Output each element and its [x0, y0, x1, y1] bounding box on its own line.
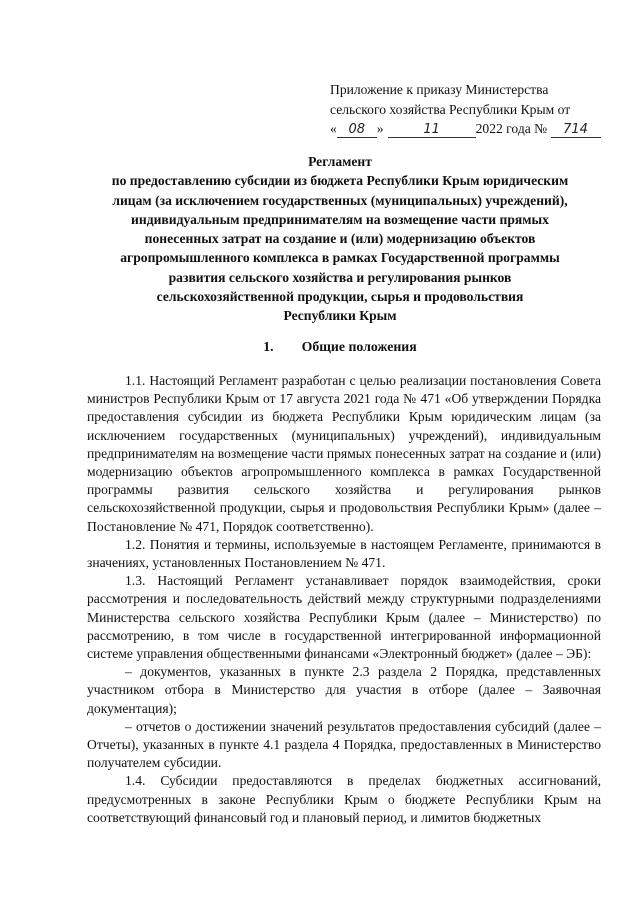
- document-body: [87, 372, 601, 827]
- title-line-4: индивидуальным предпринимателям на возмещение части прямых: [131, 211, 549, 227]
- appendix-line-2: сельского хозяйства Республики Крым от: [330, 101, 571, 117]
- title-line-7: развития сельского хозяйства и регулирования рынков: [168, 269, 512, 285]
- document-title: [60, 152, 620, 326]
- paragraph-1-4: 1.4. Субсидии предоставляются в пределах бюджетных ассигнований, предусмотренных в законе Республики Крым о бюджете Республики Крым на соответствующий финансовый год и плановый период, и лимитов бюджетных: [87, 773, 601, 825]
- close-quote: »: [376, 121, 384, 136]
- title-line-6: агропромышленного комплекса в рамках Государственной программы: [120, 250, 560, 266]
- appendix-header: [330, 80, 610, 139]
- section-title: Общие положения: [301, 339, 417, 354]
- open-quote: «: [330, 121, 337, 136]
- title-line-3: лицам (за исключением государственных (муниципальных) учреждений),: [112, 192, 568, 208]
- paragraph-1-1: 1.1. Настоящий Регламент разработан с целью реализации постановления Совета министров Республики Крым от 17 августа 2021 года № 471 «Об утверждении Порядка предоставления субсидии из бюджета Республики Крым юридическим лицам (за исключением государственных (муниципальных) учреждений), индивидуальным предпринимателям на возмещение части прямых понесенных затрат на создание и (или) модернизацию объектов агропромышленного комплекса в рамках Государственной программы развития сельского хозяйства и регулирования рынков сельскохозяйственной продукции, сырья и продовольствия Республики Крым» (далее – Постановление № 471, Порядок соответственно).: [87, 373, 601, 534]
- title-line-9: Республики Крым: [283, 308, 397, 324]
- handwritten-day: 08: [337, 123, 377, 138]
- paragraph-1-3: 1.3. Настоящий Регламент устанавливает порядок взаимодействия, сроки рассмотрения и последовательность действий между структурными подразделениями Министерства сельского хозяйства Республики Крым (далее – Министерство) по рассмотрению, в том числе в государственной интегрированной информационной системе управления общественными финансами «Электронный бюджет» (далее – ЭБ):: [87, 573, 601, 662]
- section-number: 1.: [263, 339, 274, 354]
- handwritten-order-number: 714: [551, 123, 601, 138]
- handwritten-month: 11: [388, 123, 476, 138]
- section-heading: [60, 339, 620, 355]
- title-line-1: Регламент: [308, 154, 372, 169]
- title-line-2: по предоставлению субсидии из бюджета Республики Крым юридическим: [111, 173, 569, 189]
- paragraph-1-2: 1.2. Понятия и термины, используемые в настоящем Регламенте, принимаются в значениях, установленных Постановлением № 471.: [87, 536, 601, 571]
- title-line-5: понесенных затрат на создание и (или) модернизацию объектов: [144, 231, 536, 247]
- title-line-8: сельскохозяйственной продукции, сырья и продовольствия: [156, 289, 524, 305]
- list-item-applications: – документов, указанных в пункте 2.3 раздела 2 Порядка, представленных участником отбора в Министерство для участия в отборе (далее – Заявочная документация);: [87, 664, 601, 716]
- appendix-line-1: Приложение к приказу Министерства: [330, 82, 549, 97]
- list-item-reports: – отчетов о достижении значений результатов предоставления субсидий (далее – Отчеты), указанных в пункте 4.1 раздела 4 Порядка, предоставленных в Министерство получателем субсидии.: [87, 718, 601, 771]
- year-text: 2022 года №: [475, 121, 548, 136]
- appendix-line-3: [330, 119, 610, 139]
